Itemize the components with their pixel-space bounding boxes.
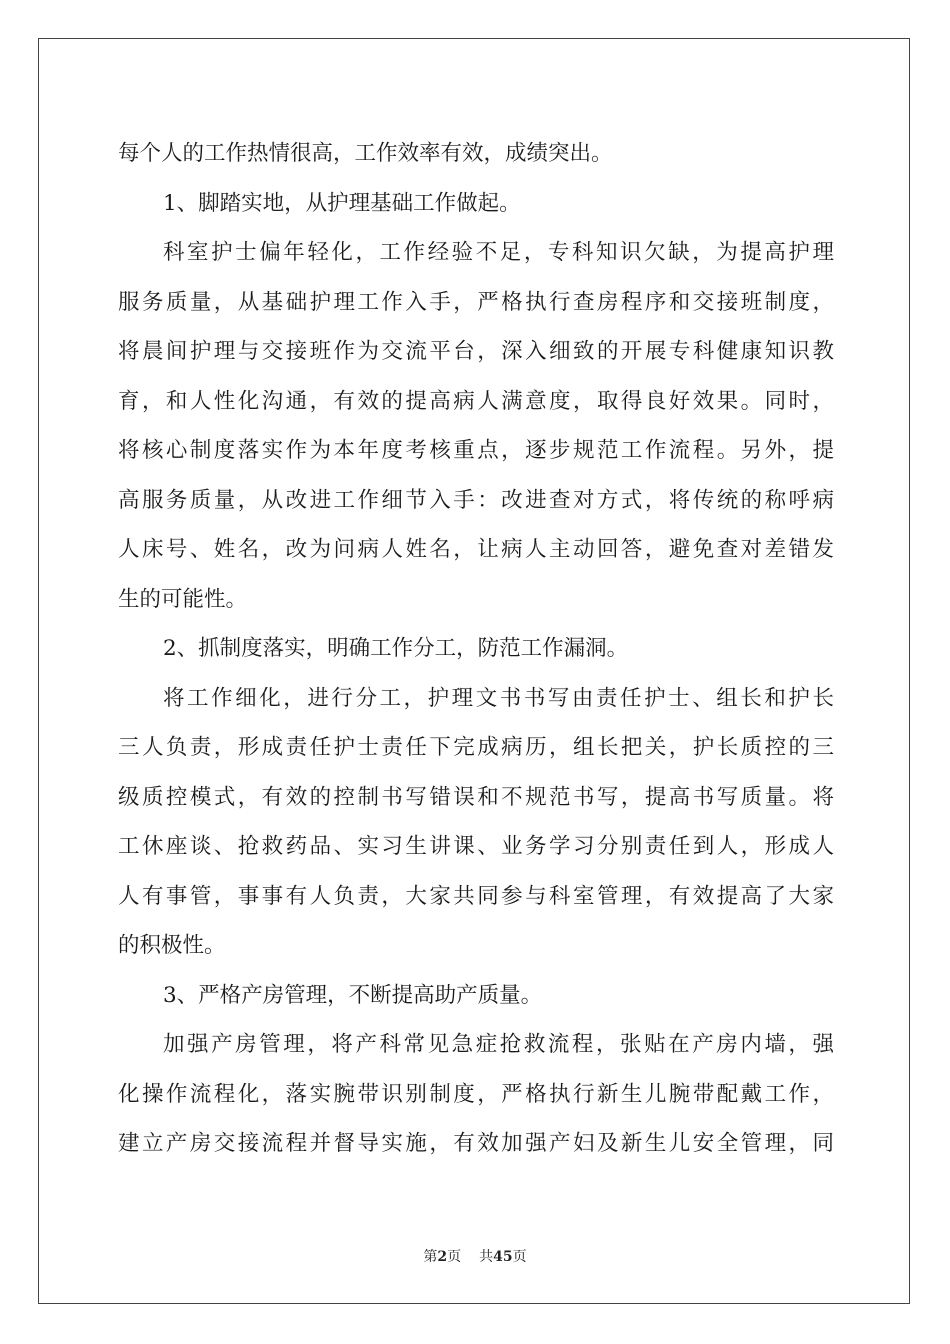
- text-line-7: 将核心制度落实作为本年度考核重点，逐步规范工作流程。另外，提: [118, 438, 834, 463]
- total-pages: 45: [493, 1249, 513, 1265]
- section-heading-3: 3、严格产房管理，不断提高助产质量。: [163, 982, 543, 1008]
- page-prefix: 第: [423, 1249, 438, 1265]
- section-heading-2: 2、抓制度落实，明确工作分工，防范工作漏洞。: [163, 636, 629, 661]
- page-footer: [0, 1246, 950, 1266]
- text-line-13: 三人负责，形成责任护士责任下完成病历，组长把关，护长质控的三: [118, 735, 834, 760]
- text-line-6: 育，和人性化沟通，有效的提高病人满意度，取得良好效果。同时，: [118, 388, 834, 414]
- text-line-3: 科室护士偏年轻化，工作经验不足，专科知识欠缺，为提高护理: [163, 240, 834, 265]
- text-line-17: 的积极性。: [118, 933, 226, 958]
- page-suffix: 页: [447, 1249, 462, 1265]
- total-prefix: 共: [479, 1249, 494, 1265]
- text-line-14: 级质控模式，有效的控制书写错误和不规范书写，提高书写质量。将: [118, 784, 834, 810]
- text-line-10: 生的可能性。: [118, 586, 248, 612]
- text-line-8: 高服务质量，从改进工作细节入手：改进查对方式，将传统的称呼病: [118, 487, 834, 513]
- text-line-19: 加强产房管理，将产科常见急症抢救流程，张贴在产房内墙，强: [163, 1032, 834, 1057]
- text-line-12: 将工作细化，进行分工，护理文书书写由责任护士、组长和护长: [163, 685, 834, 711]
- text-line-1: 每个人的工作热情很高，工作效率有效，成绩突出。: [118, 141, 613, 166]
- text-line-15: 工休座谈、抢救药品、实习生讲课、业务学习分别责任到人，形成人: [118, 834, 834, 859]
- total-suffix: 页: [512, 1249, 527, 1265]
- text-line-9: 人床号、姓名，改为问病人姓名，让病人主动回答，避免查对差错发: [118, 537, 834, 562]
- text-line-21: 建立产房交接流程并督导实施，有效加强产妇及新生儿安全管理，同: [118, 1131, 834, 1156]
- document-body: [118, 129, 834, 1169]
- text-line-4: 服务质量，从基础护理工作入手，严格执行查房程序和交接班制度，: [118, 289, 834, 315]
- text-line-20: 化操作流程化，落实腕带识别制度，严格执行新生儿腕带配戴工作，: [118, 1081, 834, 1107]
- text-line-5: 将晨间护理与交接班作为交流平台，深入细致的开展专科健康知识教: [118, 339, 834, 364]
- page-number: 2: [437, 1249, 448, 1265]
- text-line-16: 人有事管，事事有人负责，大家共同参与科室管理，有效提高了大家: [118, 883, 834, 909]
- section-heading-1: 1、脚踏实地，从护理基础工作做起。: [163, 190, 521, 216]
